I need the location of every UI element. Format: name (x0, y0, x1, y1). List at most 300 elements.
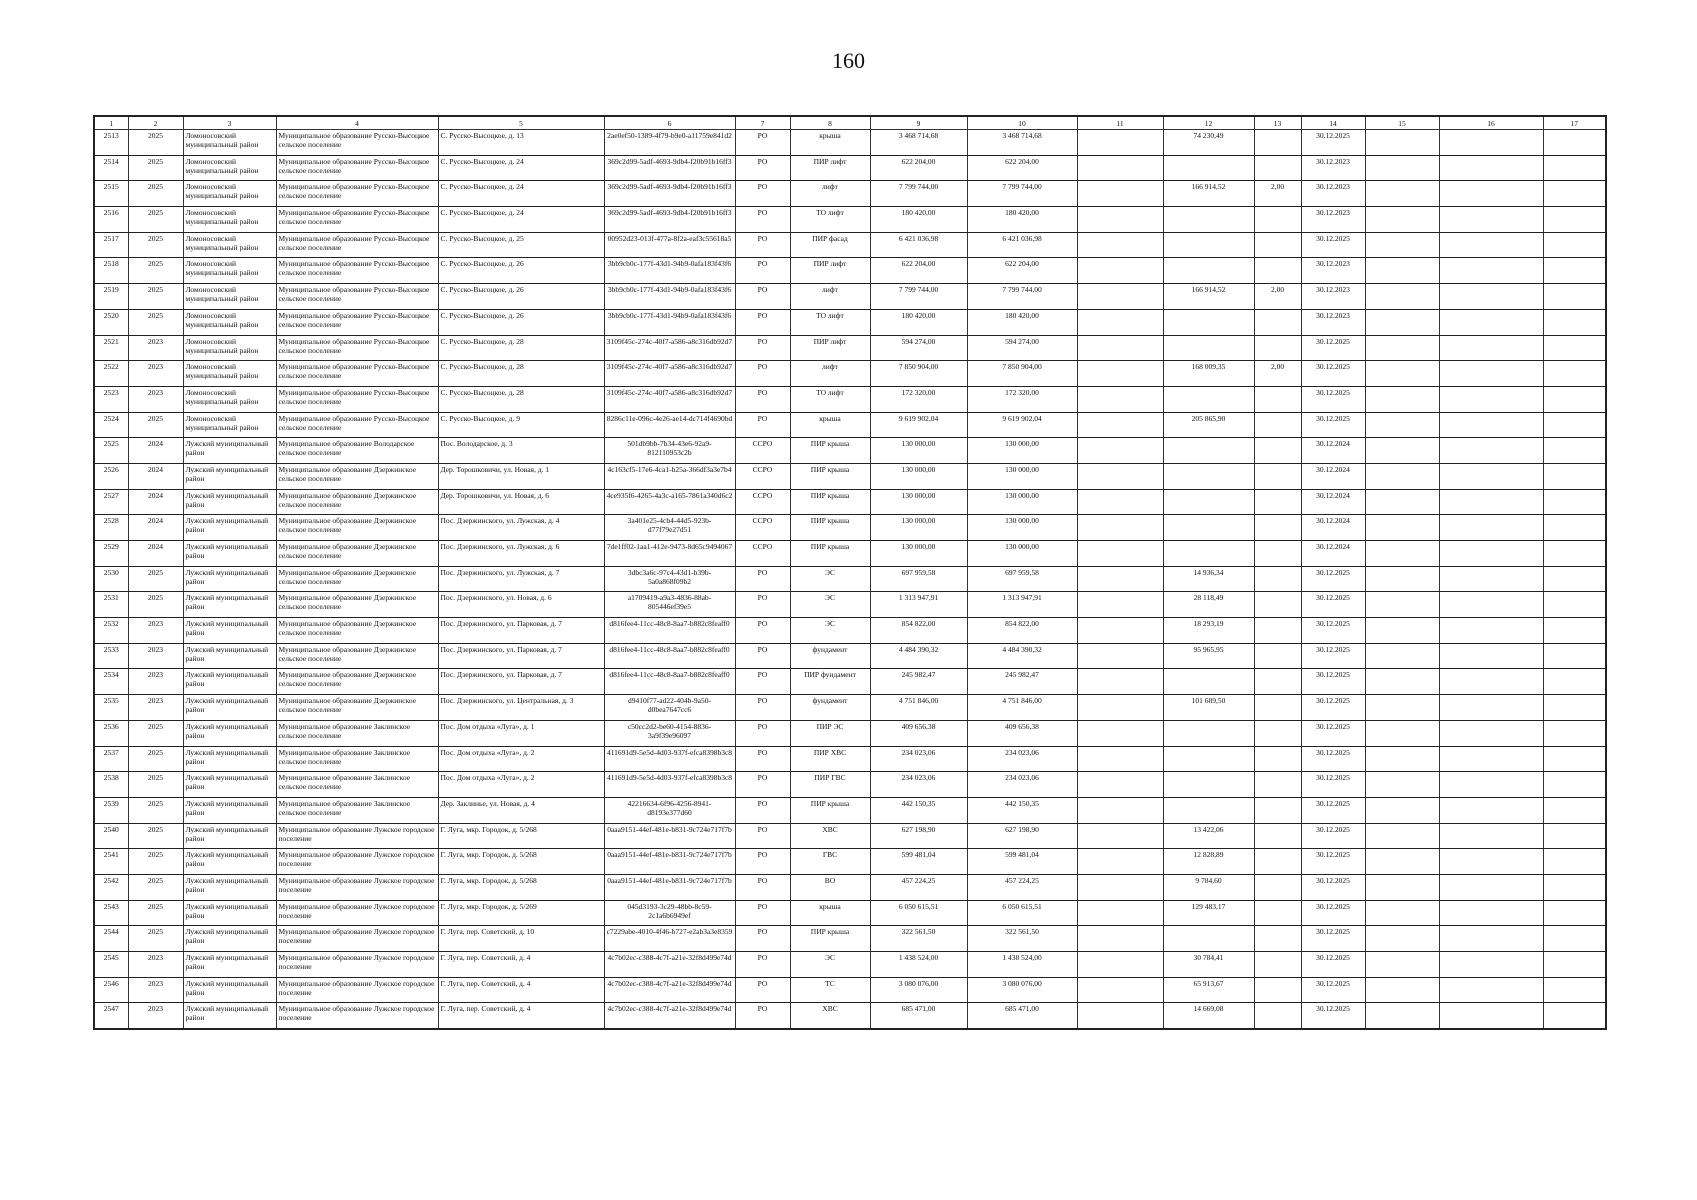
cell-program: РО (735, 926, 790, 952)
cell-address: Г. Луга, мкр. Городок, д. 5/269 (438, 900, 604, 926)
cell-deduction (1163, 772, 1254, 798)
cell-year: 2024 (128, 489, 183, 515)
cell-house-guid: 0aaa9151-44ef-481e-b831-9c724e717f7b (604, 823, 735, 849)
cell-col-15 (1365, 155, 1439, 181)
cell-year: 2025 (128, 797, 183, 823)
table-row (94, 386, 1606, 412)
cell-quantity (1254, 207, 1301, 233)
cell-total-cost: 322 561,50 (967, 926, 1077, 952)
cell-district: Ломоносовский муниципальный район (183, 155, 276, 181)
cell-quantity (1254, 746, 1301, 772)
cell-total-cost: 245 982,47 (967, 669, 1077, 695)
cell-col-16 (1439, 515, 1543, 541)
cell-col-11 (1077, 155, 1163, 181)
cell-house-guid: 4c7b02ec-c388-4c7f-a21e-32f8d499e74d (604, 1003, 735, 1029)
cell-work-type: ЭС (790, 592, 870, 618)
table-row (94, 335, 1606, 361)
cell-house-guid: 501db9bb-7b34-43e6-92a9-812110953c2b (604, 438, 735, 464)
cell-work-type: фундамент (790, 695, 870, 721)
cell-col-15 (1365, 130, 1439, 156)
cell-col-11 (1077, 772, 1163, 798)
cell-cost: 457 224,25 (870, 874, 967, 900)
cell-district: Ломоносовский муниципальный район (183, 207, 276, 233)
cell-deadline: 30.12.2024 (1301, 463, 1365, 489)
cell-col-17 (1543, 874, 1606, 900)
cell-program: РО (735, 720, 790, 746)
cell-quantity (1254, 155, 1301, 181)
cell-house-guid: 2ae0ef50-1389-4f79-b9e0-a11759e841d2 (604, 130, 735, 156)
cell-address: С. Русско-Высоцкое, д. 26 (438, 309, 604, 335)
column-number-row (94, 116, 1606, 130)
cell-col-16 (1439, 874, 1543, 900)
cell-col-15 (1365, 463, 1439, 489)
cell-work-type: ТО лифт (790, 309, 870, 335)
cell-deadline: 30.12.2025 (1301, 669, 1365, 695)
cell-col-17 (1543, 309, 1606, 335)
cell-address: С. Русско-Высоцкое, д. 24 (438, 155, 604, 181)
cell-col-16 (1439, 566, 1543, 592)
cell-col-17 (1543, 900, 1606, 926)
cell-col-11 (1077, 1003, 1163, 1029)
cell-house-guid: 7de1ff02-1aa1-412e-9473-8d65c9494067 (604, 541, 735, 567)
cell-deadline: 30.12.2025 (1301, 130, 1365, 156)
cell-cost: 1 438 524,00 (870, 952, 967, 978)
cell-col-15 (1365, 181, 1439, 207)
cell-quantity (1254, 669, 1301, 695)
cell-col-16 (1439, 952, 1543, 978)
cell-house-guid: 411691d9-5e5d-4d03-937f-efca8398b3c8 (604, 746, 735, 772)
cell-deadline: 30.12.2023 (1301, 155, 1365, 181)
cell-cost: 234 023,06 (870, 746, 967, 772)
cell-address: С. Русско-Высоцкое, д. 28 (438, 386, 604, 412)
cell-deduction (1163, 335, 1254, 361)
cell-col-11 (1077, 746, 1163, 772)
cell-total-cost: 234 023,06 (967, 772, 1077, 798)
cell-house-guid: 369c2d99-5adf-4693-9db4-f20b91b16ff3 (604, 207, 735, 233)
table-row (94, 309, 1606, 335)
cell-col-16 (1439, 463, 1543, 489)
cell-row-number: 2531 (94, 592, 128, 618)
cell-municipality: Муниципальное образование Русско-Высоцкое сельское поселение (276, 284, 438, 310)
cell-program: РО (735, 977, 790, 1003)
cell-municipality: Муниципальное образование Дзержинское сельское поселение (276, 695, 438, 721)
cell-quantity (1254, 952, 1301, 978)
cell-row-number: 2541 (94, 849, 128, 875)
cell-total-cost: 622 204,00 (967, 155, 1077, 181)
cell-house-guid: 3bb9cb0c-177f-43d1-94b9-0afa183f43f6 (604, 284, 735, 310)
cell-program: РО (735, 181, 790, 207)
cell-municipality: Муниципальное образование Дзержинское сельское поселение (276, 592, 438, 618)
cell-col-16 (1439, 772, 1543, 798)
cell-deadline: 30.12.2025 (1301, 720, 1365, 746)
cell-cost: 3 080 076,00 (870, 977, 967, 1003)
cell-deduction: 166 914,52 (1163, 284, 1254, 310)
cell-cost: 322 561,50 (870, 926, 967, 952)
cell-year: 2025 (128, 284, 183, 310)
cell-col-11 (1077, 618, 1163, 644)
cell-deadline: 30.12.2025 (1301, 566, 1365, 592)
cell-house-guid: 411691d9-5e5d-4d03-937f-efca8398b3c8 (604, 772, 735, 798)
cell-col-11 (1077, 900, 1163, 926)
cell-deduction: 205 865,90 (1163, 412, 1254, 438)
cell-cost: 4 484 390,32 (870, 643, 967, 669)
cell-district: Ломоносовский муниципальный район (183, 284, 276, 310)
cell-work-type: ПИР крыша (790, 797, 870, 823)
cell-col-16 (1439, 361, 1543, 387)
cell-col-11 (1077, 309, 1163, 335)
cell-address: С. Русско-Высоцкое, д. 26 (438, 284, 604, 310)
cell-quantity (1254, 232, 1301, 258)
cell-col-17 (1543, 489, 1606, 515)
cell-address: С. Русско-Высоцкое, д. 13 (438, 130, 604, 156)
cell-work-type: ХВС (790, 823, 870, 849)
cell-col-11 (1077, 823, 1163, 849)
cell-deadline: 30.12.2024 (1301, 515, 1365, 541)
cell-address: Пос. Дзержинского, ул. Парковая, д. 7 (438, 618, 604, 644)
cell-house-guid: 369c2d99-5adf-4693-9db4-f20b91b16ff3 (604, 155, 735, 181)
cell-municipality: Муниципальное образование Дзержинское сельское поселение (276, 566, 438, 592)
cell-col-15 (1365, 515, 1439, 541)
cell-total-cost: 1 438 524,00 (967, 952, 1077, 978)
cell-program: РО (735, 695, 790, 721)
cell-cost: 7 799 744,00 (870, 284, 967, 310)
cell-deadline: 30.12.2023 (1301, 181, 1365, 207)
cell-municipality: Муниципальное образование Лужское городское поселение (276, 1003, 438, 1029)
cell-house-guid: 369c2d99-5adf-4693-9db4-f20b91b16ff3 (604, 181, 735, 207)
cell-quantity (1254, 900, 1301, 926)
cell-total-cost: 6 050 615,51 (967, 900, 1077, 926)
cell-quantity (1254, 643, 1301, 669)
cell-col-17 (1543, 181, 1606, 207)
cell-deduction (1163, 746, 1254, 772)
cell-quantity (1254, 541, 1301, 567)
cell-cost: 685 471,00 (870, 1003, 967, 1029)
cell-total-cost: 697 959,58 (967, 566, 1077, 592)
cell-district: Ломоносовский муниципальный район (183, 258, 276, 284)
cell-work-type: ПИР крыша (790, 438, 870, 464)
cell-quantity (1254, 438, 1301, 464)
cell-col-15 (1365, 952, 1439, 978)
cell-row-number: 2539 (94, 797, 128, 823)
cell-district: Лужский муниципальный район (183, 874, 276, 900)
cell-deduction: 14 669,08 (1163, 1003, 1254, 1029)
cell-col-11 (1077, 232, 1163, 258)
cell-col-17 (1543, 155, 1606, 181)
cell-col-16 (1439, 746, 1543, 772)
cell-col-17 (1543, 541, 1606, 567)
cell-address: Пос. Володарское, д. 3 (438, 438, 604, 464)
cell-district: Лужский муниципальный район (183, 566, 276, 592)
column-number-2: 2 (128, 116, 183, 130)
cell-municipality: Муниципальное образование Дзержинское сельское поселение (276, 643, 438, 669)
cell-col-15 (1365, 900, 1439, 926)
cell-col-11 (1077, 720, 1163, 746)
cell-col-16 (1439, 977, 1543, 1003)
cell-program: РО (735, 874, 790, 900)
cell-program: РО (735, 258, 790, 284)
table-row (94, 797, 1606, 823)
cell-col-16 (1439, 1003, 1543, 1029)
cell-address: Пос. Дзержинского, ул. Парковая, д. 7 (438, 643, 604, 669)
cell-col-16 (1439, 720, 1543, 746)
cell-quantity: 2,00 (1254, 361, 1301, 387)
cell-program: РО (735, 618, 790, 644)
cell-municipality: Муниципальное образование Лужское городское поселение (276, 874, 438, 900)
cell-deadline: 30.12.2025 (1301, 643, 1365, 669)
cell-col-15 (1365, 669, 1439, 695)
cell-municipality: Муниципальное образование Лужское городское поселение (276, 926, 438, 952)
column-number-14: 14 (1301, 116, 1365, 130)
cell-deduction: 74 230,49 (1163, 130, 1254, 156)
cell-program: РО (735, 746, 790, 772)
cell-district: Лужский муниципальный район (183, 438, 276, 464)
cell-col-11 (1077, 669, 1163, 695)
cell-work-type: ПИР фундамент (790, 669, 870, 695)
cell-work-type: ТС (790, 977, 870, 1003)
cell-deadline: 30.12.2025 (1301, 592, 1365, 618)
cell-cost: 180 420,00 (870, 309, 967, 335)
cell-deadline: 30.12.2025 (1301, 1003, 1365, 1029)
cell-district: Лужский муниципальный район (183, 515, 276, 541)
cell-row-number: 2533 (94, 643, 128, 669)
cell-col-15 (1365, 438, 1439, 464)
cell-col-16 (1439, 695, 1543, 721)
cell-row-number: 2542 (94, 874, 128, 900)
cell-program: ССРО (735, 489, 790, 515)
cell-col-17 (1543, 746, 1606, 772)
cell-deadline: 30.12.2025 (1301, 952, 1365, 978)
cell-program: РО (735, 309, 790, 335)
cell-work-type: фундамент (790, 643, 870, 669)
cell-col-15 (1365, 746, 1439, 772)
cell-deduction (1163, 797, 1254, 823)
cell-house-guid: d816fee4-11cc-48c8-8aa7-b882c8feaff0 (604, 643, 735, 669)
cell-municipality: Муниципальное образование Русско-Высоцкое сельское поселение (276, 155, 438, 181)
cell-row-number: 2545 (94, 952, 128, 978)
cell-house-guid: d9410f77-ad22-404b-9a50-d0bea7647cc6 (604, 695, 735, 721)
cell-total-cost: 130 000,00 (967, 438, 1077, 464)
cell-row-number: 2538 (94, 772, 128, 798)
cell-col-15 (1365, 618, 1439, 644)
cell-cost: 172 320,00 (870, 386, 967, 412)
table-row (94, 541, 1606, 567)
cell-municipality: Муниципальное образование Русско-Высоцкое сельское поселение (276, 232, 438, 258)
cell-row-number: 2521 (94, 335, 128, 361)
cell-col-11 (1077, 592, 1163, 618)
cell-work-type: ПИР крыша (790, 515, 870, 541)
cell-quantity: 2,00 (1254, 284, 1301, 310)
cell-col-17 (1543, 643, 1606, 669)
cell-col-16 (1439, 258, 1543, 284)
cell-row-number: 2543 (94, 900, 128, 926)
cell-col-11 (1077, 849, 1163, 875)
cell-year: 2023 (128, 386, 183, 412)
cell-work-type: ЭС (790, 566, 870, 592)
cell-deduction: 168 009,35 (1163, 361, 1254, 387)
cell-house-guid: 0aaa9151-44ef-481e-b831-9c724e717f7b (604, 849, 735, 875)
cell-district: Лужский муниципальный район (183, 926, 276, 952)
table-row (94, 900, 1606, 926)
cell-address: Г. Луга, пер. Советский, д. 4 (438, 1003, 604, 1029)
cell-col-16 (1439, 335, 1543, 361)
cell-col-15 (1365, 309, 1439, 335)
column-number-15: 15 (1365, 116, 1439, 130)
cell-address: С. Русско-Высоцкое, д. 24 (438, 207, 604, 233)
cell-deduction: 95 965,95 (1163, 643, 1254, 669)
cell-col-15 (1365, 874, 1439, 900)
column-number-9: 9 (870, 116, 967, 130)
cell-col-11 (1077, 284, 1163, 310)
cell-total-cost: 599 481,04 (967, 849, 1077, 875)
cell-col-16 (1439, 155, 1543, 181)
table-row (94, 489, 1606, 515)
cell-deadline: 30.12.2025 (1301, 746, 1365, 772)
cell-col-16 (1439, 489, 1543, 515)
cell-year: 2023 (128, 977, 183, 1003)
table-row (94, 361, 1606, 387)
cell-program: РО (735, 643, 790, 669)
cell-col-11 (1077, 258, 1163, 284)
cell-col-16 (1439, 181, 1543, 207)
cell-district: Ломоносовский муниципальный район (183, 232, 276, 258)
column-number-1: 1 (94, 116, 128, 130)
cell-deadline: 30.12.2025 (1301, 797, 1365, 823)
cell-col-11 (1077, 874, 1163, 900)
cell-col-17 (1543, 438, 1606, 464)
cell-total-cost: 622 204,00 (967, 258, 1077, 284)
cell-year: 2025 (128, 592, 183, 618)
cell-year: 2025 (128, 900, 183, 926)
cell-house-guid: 4c7b02ec-c388-4c7f-a21e-32f8d499e74d (604, 952, 735, 978)
cell-col-16 (1439, 669, 1543, 695)
cell-row-number: 2544 (94, 926, 128, 952)
cell-cost: 7 799 744,00 (870, 181, 967, 207)
cell-deduction: 28 118,49 (1163, 592, 1254, 618)
cell-deduction (1163, 669, 1254, 695)
cell-program: ССРО (735, 463, 790, 489)
cell-program: РО (735, 207, 790, 233)
cell-year: 2025 (128, 746, 183, 772)
table-row (94, 258, 1606, 284)
cell-col-15 (1365, 592, 1439, 618)
cell-col-16 (1439, 130, 1543, 156)
cell-quantity (1254, 926, 1301, 952)
cell-total-cost: 457 224,25 (967, 874, 1077, 900)
table-row (94, 695, 1606, 721)
cell-address: Пос. Дом отдыха «Луга», д. 2 (438, 746, 604, 772)
page-number: 160 (832, 48, 865, 73)
cell-district: Лужский муниципальный район (183, 489, 276, 515)
cell-col-11 (1077, 643, 1163, 669)
cell-total-cost: 130 000,00 (967, 463, 1077, 489)
cell-total-cost: 4 484 390,32 (967, 643, 1077, 669)
table-row (94, 181, 1606, 207)
cell-municipality: Муниципальное образование Володарское сельское поселение (276, 438, 438, 464)
cell-col-11 (1077, 438, 1163, 464)
cell-col-15 (1365, 232, 1439, 258)
table-row (94, 463, 1606, 489)
cell-col-17 (1543, 258, 1606, 284)
cell-deduction (1163, 463, 1254, 489)
cell-district: Ломоносовский муниципальный район (183, 361, 276, 387)
cell-municipality: Муниципальное образование Дзержинское сельское поселение (276, 463, 438, 489)
table-row (94, 874, 1606, 900)
cell-program: РО (735, 566, 790, 592)
cell-col-15 (1365, 386, 1439, 412)
cell-col-11 (1077, 797, 1163, 823)
cell-year: 2025 (128, 309, 183, 335)
cell-cost: 1 313 947,91 (870, 592, 967, 618)
cell-row-number: 2523 (94, 386, 128, 412)
cell-year: 2025 (128, 155, 183, 181)
cell-house-guid: 4ce935f6-4265-4a3c-a165-7861a340d6c2 (604, 489, 735, 515)
cell-col-17 (1543, 977, 1606, 1003)
cell-cost: 599 481,04 (870, 849, 967, 875)
cell-year: 2023 (128, 669, 183, 695)
cell-col-17 (1543, 386, 1606, 412)
cell-year: 2025 (128, 823, 183, 849)
cell-col-17 (1543, 720, 1606, 746)
cell-deadline: 30.12.2023 (1301, 284, 1365, 310)
cell-district: Лужский муниципальный район (183, 746, 276, 772)
cell-cost: 7 850 904,00 (870, 361, 967, 387)
cell-deduction: 9 784,60 (1163, 874, 1254, 900)
cell-col-17 (1543, 618, 1606, 644)
cell-deadline: 30.12.2023 (1301, 207, 1365, 233)
cell-row-number: 2540 (94, 823, 128, 849)
cell-total-cost: 180 420,00 (967, 309, 1077, 335)
cell-program: РО (735, 232, 790, 258)
cell-cost: 245 982,47 (870, 669, 967, 695)
cell-deadline: 30.12.2023 (1301, 309, 1365, 335)
column-number-4: 4 (276, 116, 438, 130)
cell-year: 2023 (128, 952, 183, 978)
cell-row-number: 2519 (94, 284, 128, 310)
cell-quantity (1254, 130, 1301, 156)
cell-district: Ломоносовский муниципальный район (183, 181, 276, 207)
cell-row-number: 2547 (94, 1003, 128, 1029)
cell-municipality: Муниципальное образование Дзержинское сельское поселение (276, 489, 438, 515)
cell-col-11 (1077, 695, 1163, 721)
cell-total-cost: 3 080 076,00 (967, 977, 1077, 1003)
cell-address: С. Русско-Высоцкое, д. 9 (438, 412, 604, 438)
cell-deduction: 12 828,89 (1163, 849, 1254, 875)
cell-work-type: ПИР крыша (790, 463, 870, 489)
cell-quantity (1254, 874, 1301, 900)
cell-cost: 622 204,00 (870, 155, 967, 181)
cell-year: 2025 (128, 207, 183, 233)
cell-col-17 (1543, 669, 1606, 695)
cell-col-17 (1543, 515, 1606, 541)
cell-district: Лужский муниципальный район (183, 541, 276, 567)
cell-total-cost: 854 822,00 (967, 618, 1077, 644)
cell-address: Пос. Дом отдыха «Луга», д. 2 (438, 772, 604, 798)
cell-deduction (1163, 489, 1254, 515)
table-row (94, 720, 1606, 746)
cell-col-16 (1439, 643, 1543, 669)
cell-house-guid: 0aaa9151-44ef-481e-b831-9c724e717f7b (604, 874, 735, 900)
cell-district: Лужский муниципальный район (183, 669, 276, 695)
cell-row-number: 2535 (94, 695, 128, 721)
cell-col-16 (1439, 412, 1543, 438)
table-row (94, 772, 1606, 798)
cell-col-17 (1543, 566, 1606, 592)
table-row (94, 412, 1606, 438)
cell-cost: 180 420,00 (870, 207, 967, 233)
column-number-11: 11 (1077, 116, 1163, 130)
cell-col-11 (1077, 361, 1163, 387)
cell-total-cost: 409 656,38 (967, 720, 1077, 746)
